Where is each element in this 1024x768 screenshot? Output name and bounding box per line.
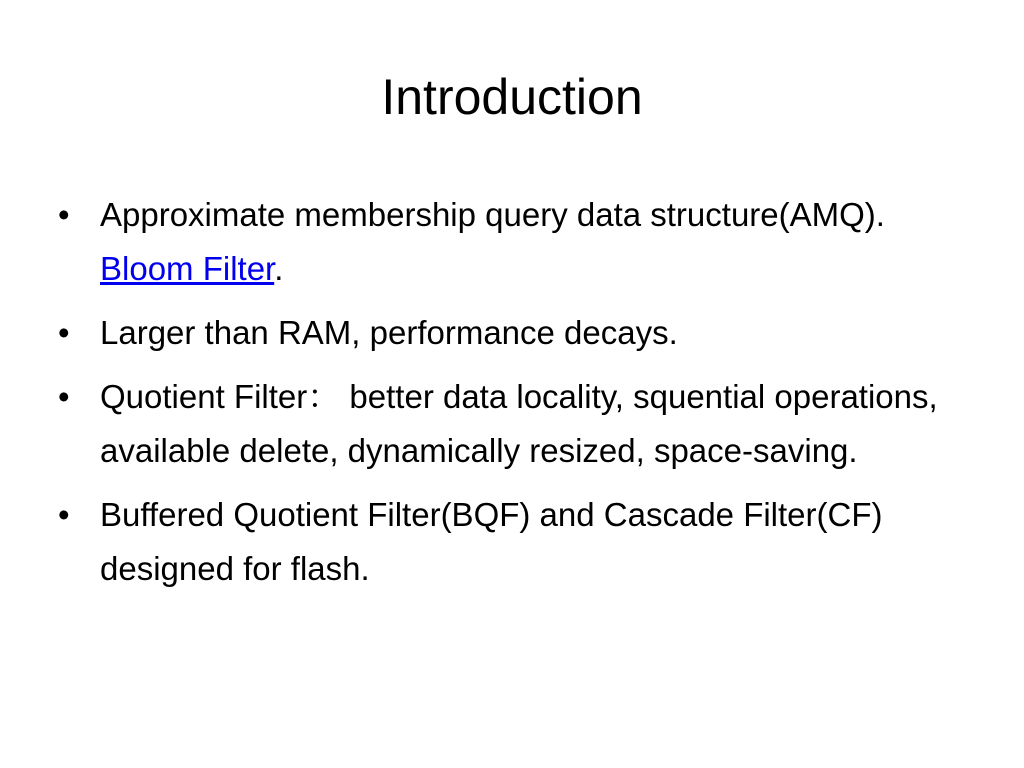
bullet-item-amq — [56, 188, 976, 296]
bullet-icon: • — [58, 378, 70, 415]
bullet-item-ram — [56, 306, 976, 360]
bullet-text: Approximate membership query data structure(AMQ). — [100, 196, 885, 233]
bullet-icon: • — [58, 314, 70, 351]
bullet-text: Quotient Filter： better data locality, squential operations, available delete, dynamically resized, space-saving. — [100, 378, 938, 469]
bullet-icon: • — [58, 196, 70, 233]
bullet-item-quotient-filter — [56, 370, 976, 478]
bullet-text: Buffered Quotient Filter(BQF) and Cascade Filter(CF) designed for flash. — [100, 496, 883, 587]
bullet-text-end: . — [274, 250, 284, 287]
bullet-item-bqf-cf — [56, 488, 976, 596]
bullet-text: Larger than RAM, performance decays. — [100, 314, 678, 351]
slide-title: Introduction — [381, 69, 643, 125]
bullet-icon: • — [58, 496, 70, 533]
bullet-list — [56, 188, 976, 606]
bloom-filter-link[interactable]: Bloom Filter — [100, 250, 275, 287]
